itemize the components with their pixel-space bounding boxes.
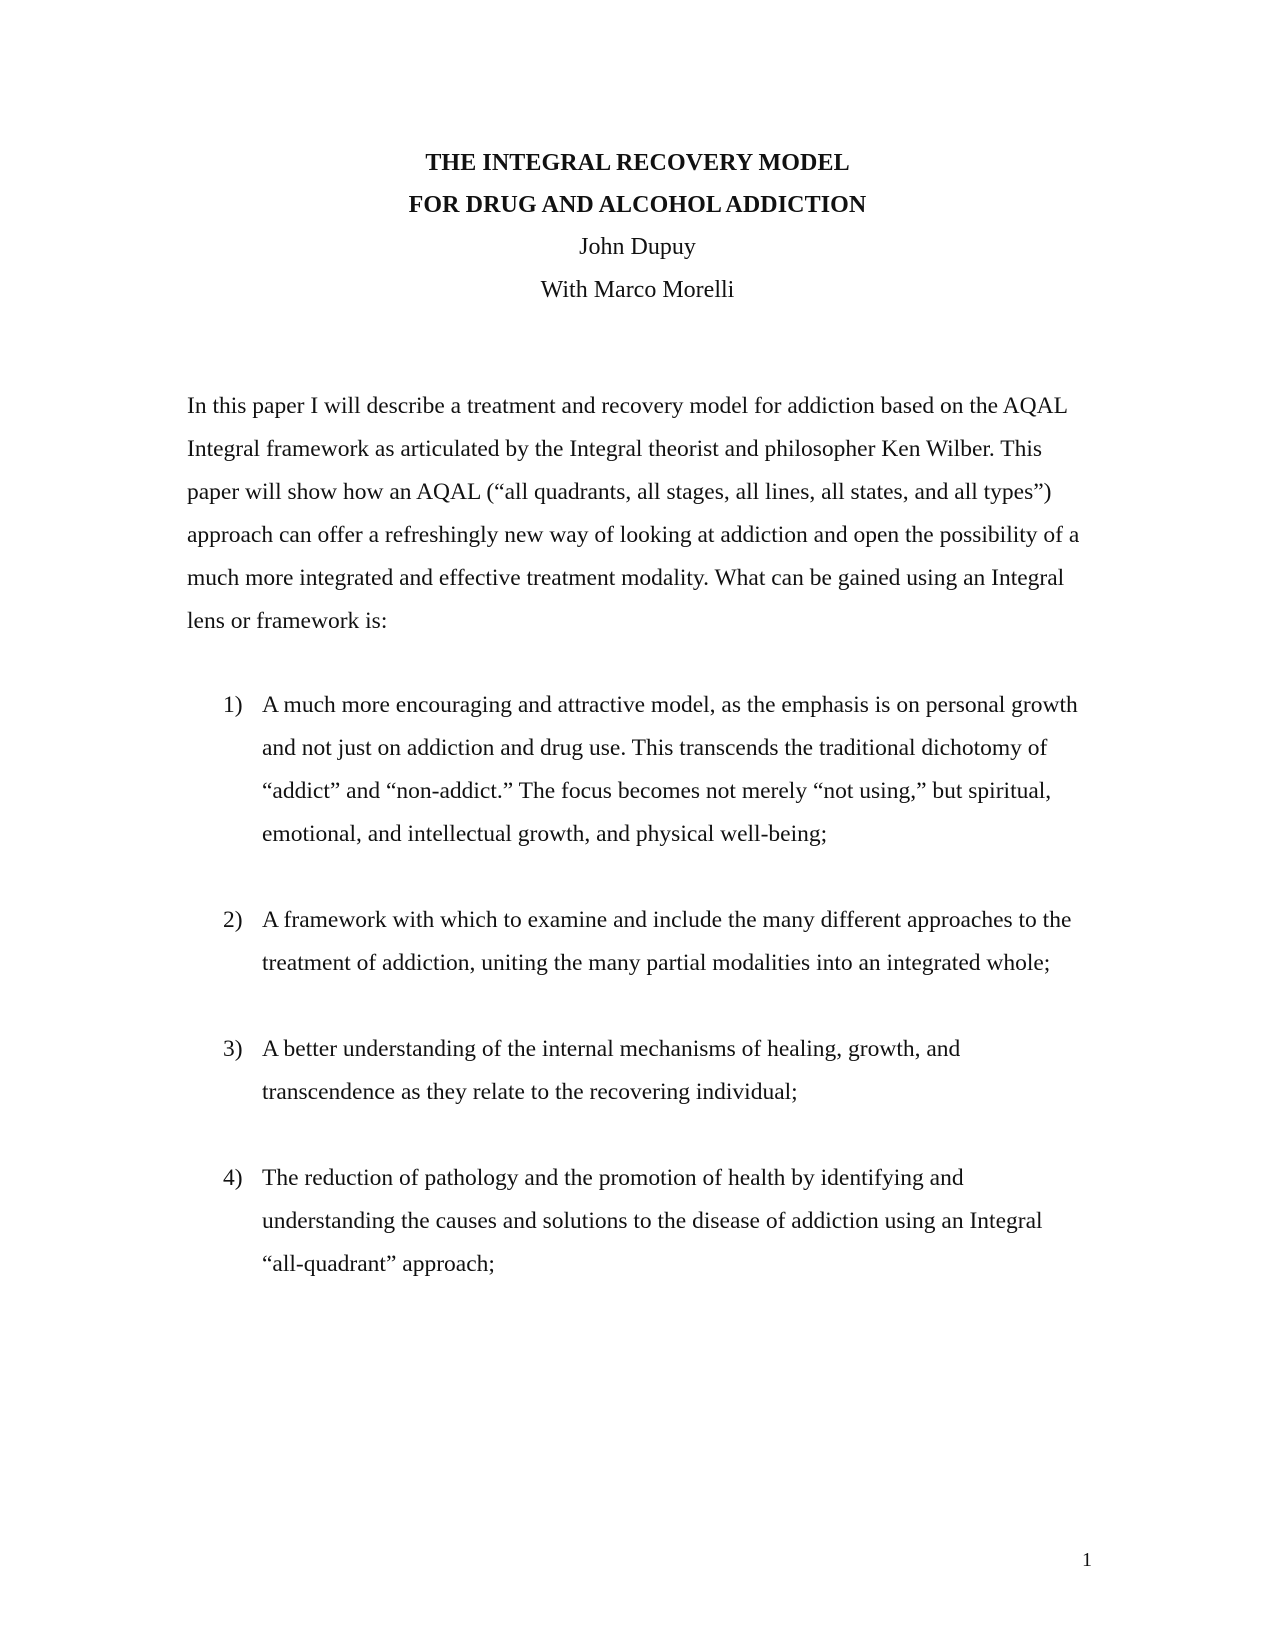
list-item bbox=[187, 1028, 1087, 1114]
list-item bbox=[187, 899, 1087, 985]
author-name: John Dupuy bbox=[579, 234, 696, 260]
list-item-number: 3) bbox=[223, 1036, 243, 1062]
list-item-number: 2) bbox=[223, 907, 243, 933]
title-block bbox=[0, 142, 1275, 312]
list-item-number: 1) bbox=[223, 692, 243, 718]
benefits-list bbox=[187, 684, 1087, 1329]
page-number: 1 bbox=[1082, 1549, 1092, 1571]
list-item-text: A better understanding of the internal mechanisms of healing, growth, and transcendence as they relate to the recovering individual; bbox=[262, 1036, 961, 1105]
list-item-text: The reduction of pathology and the promotion of health by identifying and understanding the causes and solutions to the disease of addiction using an Integral “all-quadrant” approach; bbox=[262, 1165, 1043, 1277]
paper-title-line-2: FOR DRUG AND ALCOHOL ADDICTION bbox=[408, 192, 867, 218]
intro-text: In this paper I will describe a treatment and recovery model for addiction based on the AQAL Integral framework as articulated by the Integral theorist and philosopher Ken Wilber. This paper will show how an AQAL (“all quadrants, all stages, all lines, all states, and all types”) approach can offer a refreshingly new way of looking at addiction and open the possibility of a much more integrated and effective treatment modality. What can be gained using an Integral lens or framework is: bbox=[187, 393, 1080, 634]
list-item-text: A framework with which to examine and include the many different approaches to the treatment of addiction, uniting the many partial modalities into an integrated whole; bbox=[262, 907, 1072, 976]
list-item-text: A much more encouraging and attractive model, as the emphasis is on personal growth and not just on addiction and drug use. This transcends the traditional dichotomy of “addict” and “non-addict.” The focus becomes not merely “not using,” but spiritual, emotional, and intellectual growth, and physical well-being; bbox=[262, 692, 1078, 847]
list-item-number: 4) bbox=[223, 1165, 243, 1191]
intro-paragraph bbox=[187, 385, 1087, 643]
coauthor-name: With Marco Morelli bbox=[540, 277, 735, 303]
list-item bbox=[187, 1157, 1087, 1286]
list-item bbox=[187, 684, 1087, 856]
paper-title-line-1: THE INTEGRAL RECOVERY MODEL bbox=[425, 150, 850, 176]
